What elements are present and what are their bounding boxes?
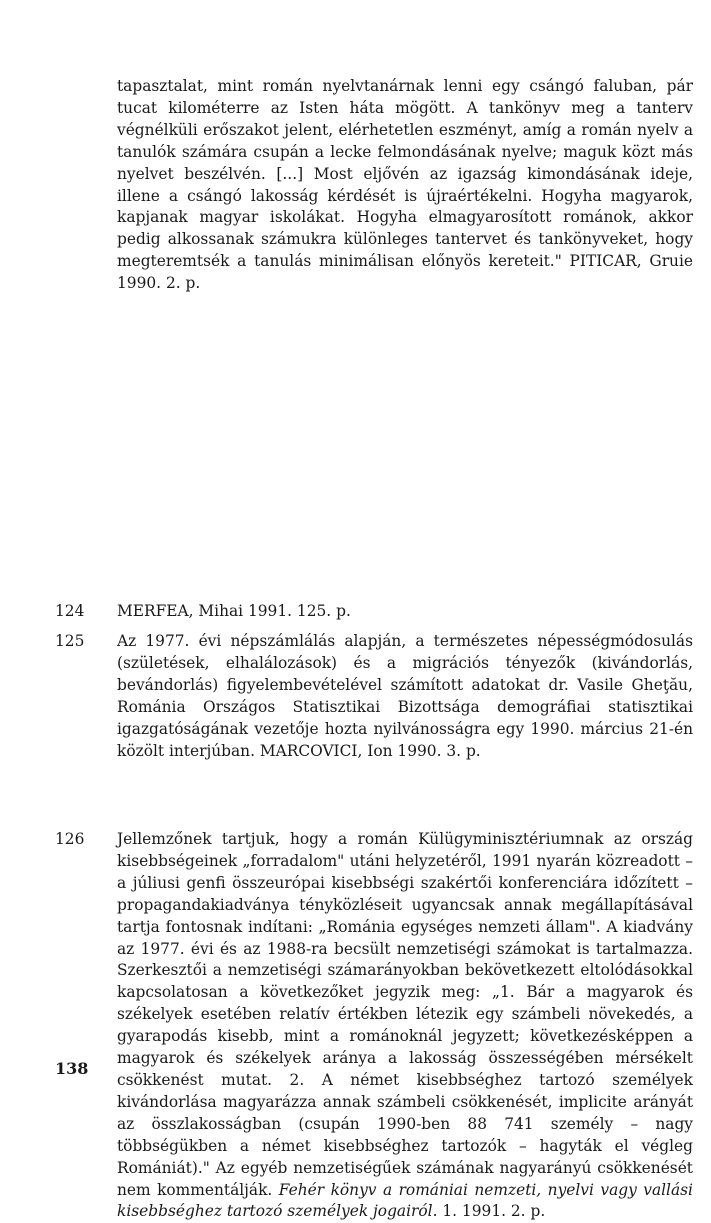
footnote-body: Jellemzőnek tartjuk, hogy a román Külügyminisztériumnak az ország kisebbségeinek „forradalom" utáni helyzetéről, 1991 nyarán közreadott – a júliusi genfi összeurópai kisebbségi szakértői konferenciára időzített – propagandakiadványa tényközléseit ugyancsak annak megállapításával tartja fontosnak indítani: „Románia egységes nemzeti állam". A kiadvány az 1977. évi és az 1988-ra becsült nemzetiségi számokat is tartalmazza. Szerkesztői a nemzetiségi számarányokban bekövetkezett eltolódásokkal kapcsolatosan a következőket jegyzik meg: „1. Bár a magyarok és székelyek esetében relatív értékben létezik egy számbeli növekedés, a gyarapodás kisebb, mint a románoknál jegyzett; következésképpen a magyarok és székelyek aránya a lakosság összességében mérsékelt csökkenést mutat. 2. A német kisebbséghez tartozó személyek kivándorlása magyarázza annak számbeli csökkenését, implicite arányát az összlakosságban (csupán 1990-ben 88 741 személy – nagy többségükben a német kisebbséghez tartozók – hagyták el végleg Romániát)." Az egyéb nemzetiségűek számának nagyarányú csökkenését nem kommentálják. <box>117 830 693 1199</box>
footnote-text: Az 1977. évi népszámlálás alapján, a természetes népességmódosulás (születések, elhalálozások) és a migrációs tényezők (kivándorlás, bevándorlás) figyelembevételével számított adatokat dr. Vasile Gheţău, Románia Országos Statisztikai Bizottsága demográfiai statisztikai igazgatóságának vezetője hozta nyilvánosságra egy 1990. március 21-én közölt interjúban. MARCOVICI, Ion 1990. 3. p. <box>117 632 693 760</box>
footnote-text <box>117 829 693 1223</box>
footnote-126 <box>117 829 693 1223</box>
page-number: 138 <box>55 1059 89 1078</box>
footnote-125 <box>117 631 693 762</box>
footnote-number: 124 <box>55 602 85 620</box>
footnote-number: 125 <box>55 632 85 650</box>
footnote-text: tapasztalat, mint román nyelvtanárnak lenni egy csángó faluban, pár tucat kilométerre az Isten háta mögött. A tankönyv meg a tanterv végnélküli erőszakot jelent, elérhetetlen eszményt, amíg a román nyelv a tanulók számára csupán a lecke felmondásának nyelve; maguk közt más nyelvet beszélvén. [...] Most eljővén az igazság kimondásának ideje, illene a csángó lakosság kérdését is újraértékelni. Hogyha magyarok, kapjanak magyar iskolákat. Hogyha elmagyarosított románok, akkor pedig alkossanak számukra különleges tantervet és tankönyveket, hogy megteremtsék a tanulás minimálisan előnyös kereteit." PITICAR, Gruie 1990. 2. p. <box>117 77 693 293</box>
footnote-124 <box>117 601 693 623</box>
citation-title: Fehér könyv a romániai nemzeti, nyelvi vagy vallási kisebbséghez tartozó személyek jogairól. <box>117 1180 693 1221</box>
footnote-text: MERFEA, Mihai 1991. 125. p. <box>117 602 351 620</box>
citation-details: 1. 1991. 2. p. <box>437 1202 546 1221</box>
footnote-number: 126 <box>55 830 85 848</box>
footnote-continuation <box>117 76 693 295</box>
